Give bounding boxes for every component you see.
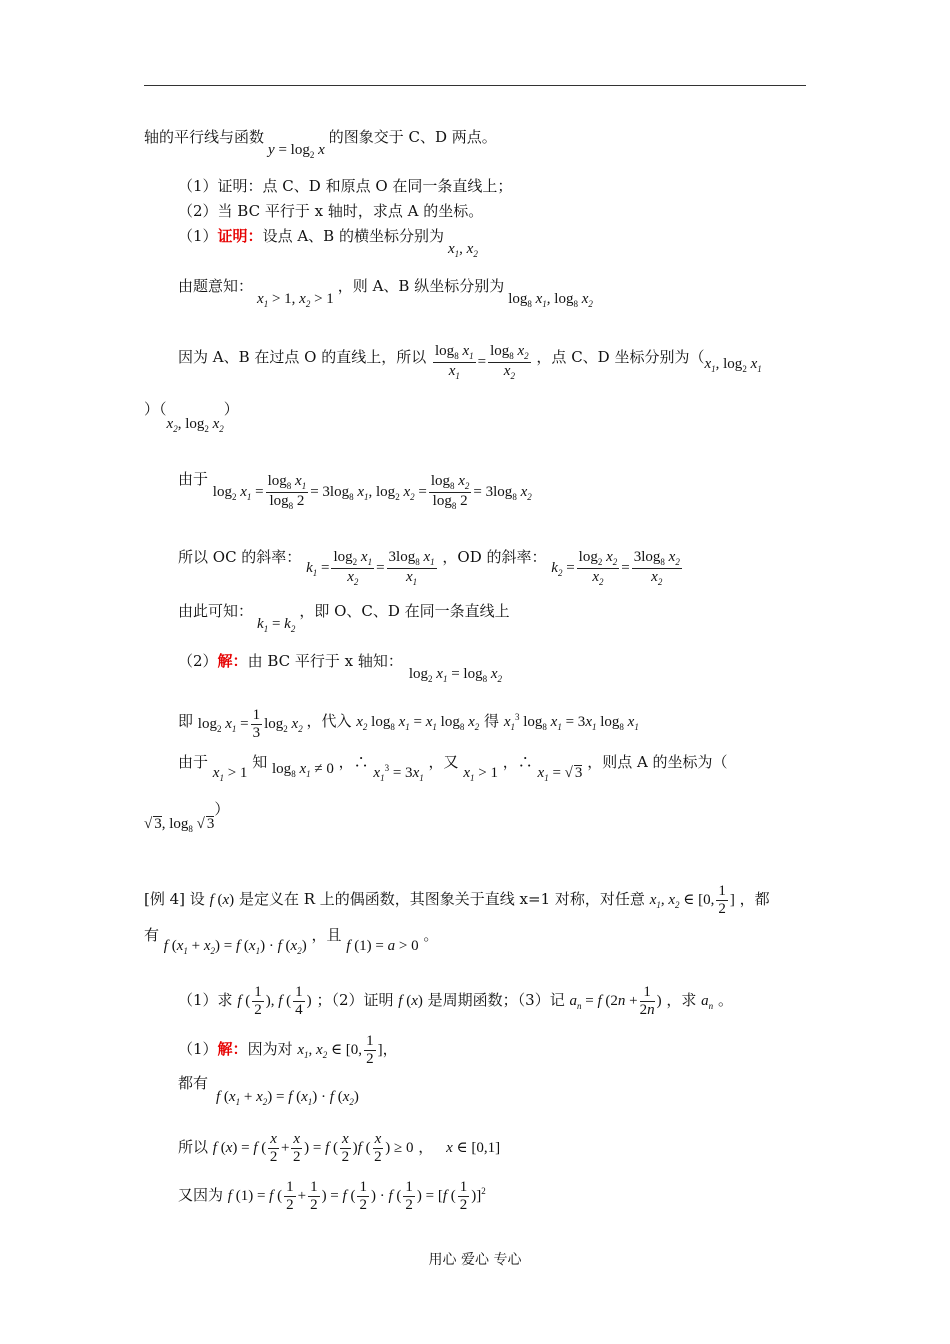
functional-equation: f $(x_1 + x_2) = f$ $(x_1) \cdot f$ $(x_2)$ [216,1089,359,1107]
result-line: 由于 $x_1 > 1$ 知 $\log_8 x_1 \ne 0$ ，∴ $x_1^3 = 3x_1$ ，又 $x_1 > 1$ ，∴ $x_1$ = √ 3 ，则点 A 的坐标为（ [178,753,728,783]
example-4-condition: 有 f $(x_1 + x_2) = f$ $(x_1) \cdot f$ $(x_2)$ ，且 f (1) = a > 0 。 [144,926,439,956]
page-footer: 用心 爱心 专心 [428,1252,522,1268]
solution-1-start: （1）解：因为对 $x_1$, $x_2$ ∈ [0, $\frac{1}{2}$ ]， [178,1033,398,1067]
slope-line: 所以 OC 的斜率： $k_1$ = $\frac{\log_2 x_1}{x_2}$ = $\frac{3\log_8 x_1}{x_1}$ ，OD 的斜率： $k_2$ = $\frac{\log_2 x_2}{x_2}$ = $\frac{3\log_8 x_2}{x_2}$ [178,547,680,587]
nonnegative-line: 所以 f (x) = f ( $\frac{x}{2}$ + $\frac{x}{2}$ ) = f ( $\frac{x}{2}$ )f ( $\frac{x}{2}$ ) ≥ 0 ， x ∈ [0,1] [178,1131,501,1165]
proof-1-start: （1）证明：设点 A、B 的横坐标分别为$x_1$, $x_2$ [178,227,478,259]
cd-coords: ）（$x_2$, $\log_2 x_2$） [144,400,239,434]
log-conversion: 由于 $\log_2 x_1$ = $\frac{\log_8 x_1}{\log_8 2}$ = $3\log_8$ $x_1$, $\log_2 x_2$ = $\frac{\log_8 x_2}{\log_8 2}$ = $3\log_8$ $x_2$ [178,469,532,511]
question-2: （2）当 BC 平行于 x 轴时，求点 A 的坐标。 [178,202,484,220]
collinear-line: 因为 A、B 在过点 O 的直线上，所以 $\frac{\log_8 x_1}{x_1}$ = $\frac{\log_8 x_2}{x_2}$ ，点 C、D 坐标分别为（$x_1$, $\log_2 x_1$ [178,343,762,381]
condition-line: 由题意知：$x_1 > 1$, $x_2 > 1$，则 A、B 纵坐标分别为$\log_8 x_1$, $\log_8 x_2$ [178,277,593,309]
solution-2-start: （2）解：由 BC 平行于 x 轴知：$\log_2 x_1 = \log_8 x_2$ [178,652,503,684]
point-a-coords: √ 3, $\log_8$ √ 3） [144,800,230,834]
header-rule [144,85,806,86]
question-1: （1）证明：点 C、D 和原点 O 在同一条直线上； [178,177,513,195]
solution-all-have: 都有 [178,1074,209,1092]
line-intro: 轴的平行线与函数$y = \log_2 x$的图象交于 C、D 两点。 [144,128,497,160]
substitution-line: 即 $\log_2 x_1$ = $\frac{1}{3}$ $\log_2 x_2$ ，代入 $x_2$ $\log_8 x_1 = x_1$ $\log_8 x_2$ 得 $x_1^3$ $\log_8 x_1 = 3x_1$ $\log_8 x_1$ [178,707,639,741]
conclusion-line: 由此可知：$k_1 = k_2$，即 O、C、D 在同一条直线上 [178,602,510,634]
example-4-questions: （1）求 f ( $\frac{1}{2}$ ), f ( $\frac{1}{4}$ ) ；（2）证明 f (x) 是周期函数；（3）记 $a_n = f$ (2n + $\frac{1}{2n}$ ) ，求 $a_n$ 。 [178,984,733,1018]
f1-equation: 又因为 f (1) = f ( $\frac{1}{2}$ + $\frac{1}{2}$ ) = f ( $\frac{1}{2}$ ) · f ( $\frac{1}{2}$ ) = [f ( $\frac{1}{2}$ )]$^2$ [178,1179,486,1213]
example-4-title: [例 4] 设 f (x) 是定义在 R 上的偶函数，其图象关于直线 x=1 对称，对任意 $x_1$, $x_2$ ∈ [0, $\frac{1}{2}$ ] ，都 [144,883,770,917]
